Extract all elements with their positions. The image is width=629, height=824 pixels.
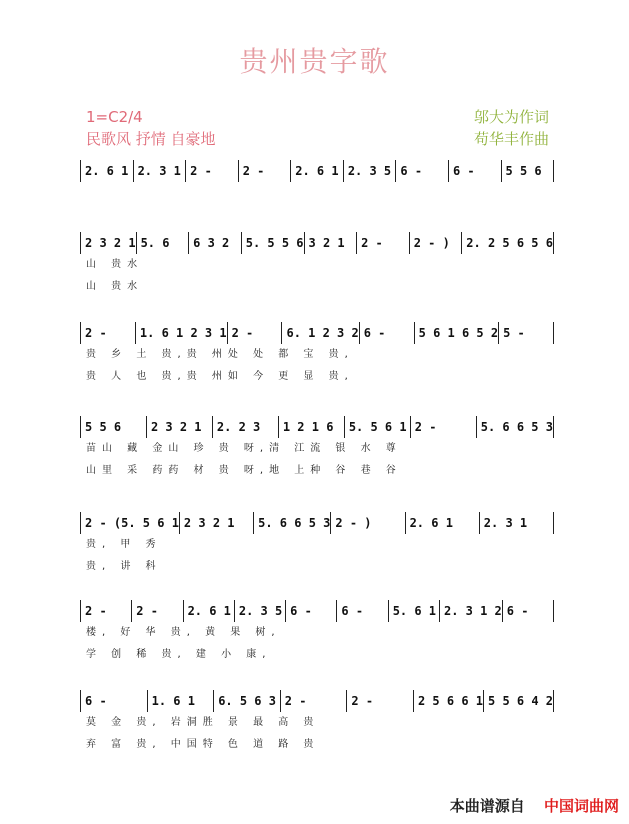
lyric-line: 楼, 好 华 贵, 黄 果 树, bbox=[86, 627, 281, 638]
measure: 3 2 1 bbox=[305, 232, 358, 254]
source-label: 本曲谱源自 bbox=[449, 797, 525, 815]
measure: 2. 2 3 bbox=[213, 416, 279, 438]
measure: 5. 6 6 5 3 bbox=[480, 420, 553, 434]
measure: 2 - bbox=[81, 600, 132, 622]
footer bbox=[450, 795, 619, 816]
measure: 5. 6 6 5 3 bbox=[254, 512, 331, 534]
lyric-line: 学 创 稀 贵, 建 小 康, bbox=[86, 649, 272, 660]
notes-row bbox=[80, 512, 554, 534]
measure: 2 - bbox=[347, 690, 414, 712]
measure: 5 5 6 4 2 bbox=[488, 694, 554, 708]
lyric-line: 贵, 讲 科 bbox=[86, 561, 162, 572]
lyric-line: 山 贵水 bbox=[86, 281, 144, 292]
score-system bbox=[80, 512, 554, 578]
lyric-line: 贵 人 也 贵,贵 州如 今 更 显 贵, bbox=[86, 371, 354, 382]
key-signature: 1=C2/4 bbox=[86, 108, 143, 126]
notes-row bbox=[80, 160, 554, 182]
measure: 5 - bbox=[503, 326, 525, 340]
measure: 2 - bbox=[411, 416, 477, 438]
measure: 2 3 2 1 bbox=[147, 416, 213, 438]
notes-row bbox=[80, 416, 554, 438]
measure: 5. 5 5 6 bbox=[242, 232, 305, 254]
score-system bbox=[80, 160, 554, 182]
style-marking: 民歌风 抒情 自豪地 bbox=[86, 130, 216, 148]
measure: 1. 6 1 bbox=[148, 690, 215, 712]
measure: 2. 6 1 bbox=[184, 600, 235, 622]
song-info bbox=[86, 106, 216, 150]
measure: 6 - bbox=[81, 690, 148, 712]
measure: 5. 6 1 bbox=[389, 600, 440, 622]
measure: 2 - (5. 5 6 1 bbox=[81, 512, 180, 534]
score-system bbox=[80, 600, 554, 666]
measure: 2 - bbox=[239, 160, 292, 182]
score-system bbox=[80, 690, 554, 756]
measure: 2. 3 1 bbox=[134, 160, 187, 182]
measure: 1 2 1 6 bbox=[279, 416, 345, 438]
lyric-line: 弃 富 贵, 中国特 色 道 路 贵 bbox=[86, 739, 320, 750]
source-site-link[interactable]: 中国词曲网 bbox=[543, 797, 619, 815]
measure: 6. 5 6 3 bbox=[214, 690, 281, 712]
measure: 6 - bbox=[506, 604, 529, 618]
measure: 2 - bbox=[81, 322, 136, 344]
score-system bbox=[80, 416, 554, 482]
measure: 2. 6 1 bbox=[291, 160, 344, 182]
lyric-line: 苗山 藏 金山 珍 贵 呀,清 江流 银 水 尊 bbox=[86, 443, 402, 454]
measure: 2 3 2 1 bbox=[81, 232, 137, 254]
lyric-line: 贵 乡 土 贵,贵 州处 处 都 宝 贵, bbox=[86, 349, 354, 360]
notes-row bbox=[80, 600, 554, 622]
notes-row bbox=[80, 232, 554, 254]
measure: 2. 3 1 bbox=[483, 516, 528, 530]
lyric-line: 莫 金 贵, 岩洞胜 景 最 高 贵 bbox=[86, 717, 320, 728]
measure: 5 5 6 bbox=[81, 416, 147, 438]
measure: 2. 6 1 bbox=[406, 512, 480, 534]
lyric-line: 山 贵水 bbox=[86, 259, 144, 270]
measure: 2. 3 5 bbox=[344, 160, 397, 182]
measure: 6 - bbox=[449, 160, 502, 182]
measure: 2 - bbox=[281, 690, 348, 712]
song-title: 贵州贵字歌 bbox=[239, 45, 390, 78]
measure: 6 - bbox=[396, 160, 449, 182]
measure: 5. 6 bbox=[137, 232, 190, 254]
notes-row bbox=[80, 322, 554, 344]
lyricist: 邬大为作词 bbox=[473, 108, 549, 126]
measure: 6. 1 2 3 2 bbox=[282, 322, 359, 344]
measure: 2 - bbox=[357, 232, 410, 254]
credits bbox=[474, 106, 549, 150]
composer: 苟华丰作曲 bbox=[473, 130, 549, 148]
measure: 6 - bbox=[337, 600, 388, 622]
measure: 2 5 6 6 1 bbox=[414, 690, 484, 712]
measure: 5. 5 6 1 bbox=[345, 416, 411, 438]
measure: 6 - bbox=[286, 600, 337, 622]
measure: 2 - bbox=[186, 160, 239, 182]
measure: 2. 3 1 2 bbox=[440, 600, 503, 622]
measure: 2. 3 5 bbox=[235, 600, 286, 622]
measure: 6 3 2 bbox=[189, 232, 242, 254]
score-system bbox=[80, 322, 554, 388]
score-system bbox=[80, 232, 554, 298]
lyric-line: 山里 采 药药 材 贵 呀,地 上种 谷 巷 谷 bbox=[86, 465, 402, 476]
measure: 2 - ) bbox=[331, 512, 405, 534]
measure: 2 3 2 1 bbox=[180, 512, 254, 534]
notes-row bbox=[80, 690, 554, 712]
measure: 5 5 6 bbox=[505, 164, 542, 178]
measure: 2. 2 5 6 5 6 bbox=[466, 236, 553, 250]
measure: 2 - bbox=[228, 322, 283, 344]
measure: 6 - bbox=[360, 322, 415, 344]
measure: 1. 6 1 2 3 1 bbox=[136, 322, 228, 344]
measure: 2 - ) bbox=[410, 232, 463, 254]
measure: 5 6 1 6 5 2 bbox=[415, 322, 499, 344]
lyric-line: 贵, 甲 秀 bbox=[86, 539, 162, 550]
measure: 2. 6 1 bbox=[81, 160, 134, 182]
measure: 2 - bbox=[132, 600, 183, 622]
